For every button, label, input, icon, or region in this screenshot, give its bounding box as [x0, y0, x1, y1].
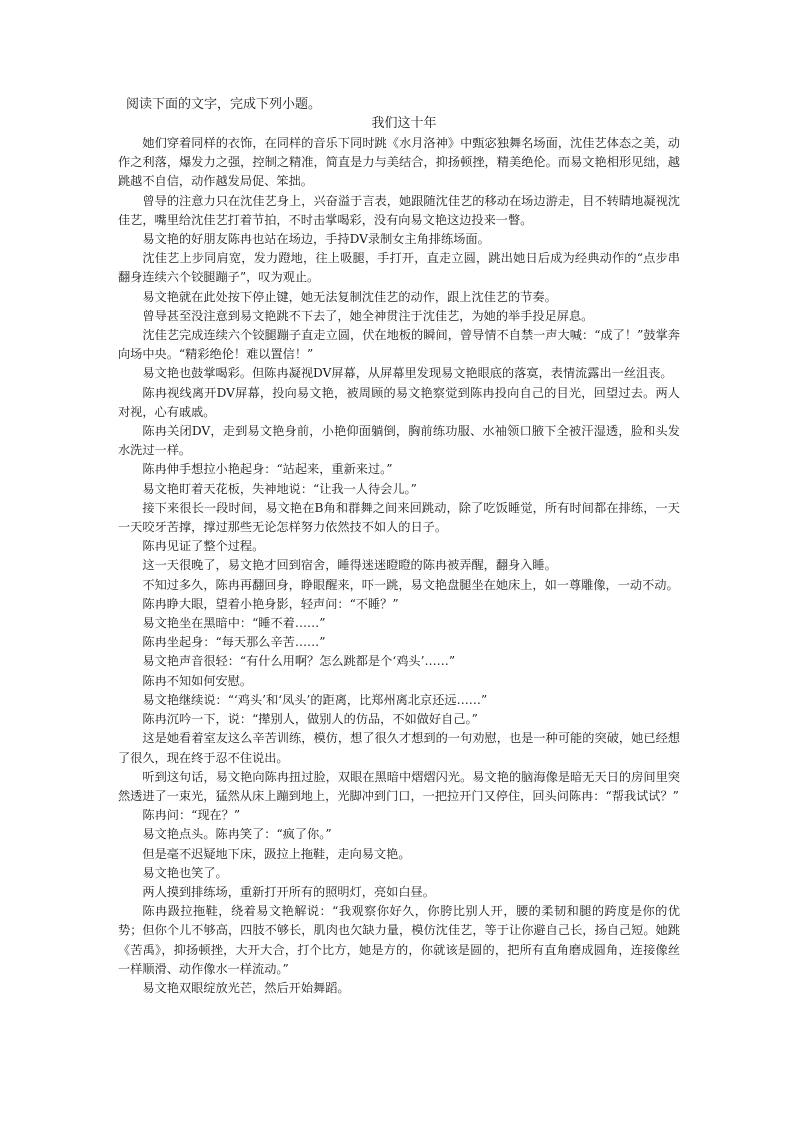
paragraph: 易文艳声音很轻：“有什么用啊？怎么跳都是个‘鸡头’……” — [142, 654, 456, 669]
paragraph: 陈冉沉吟一下，说：“撵别人，做别人的仿品，不如做好自己。” — [142, 712, 478, 727]
paragraph: 不知过多久，陈冉再翻回身，睁眼醒来，吓一跳，易文艳盘腿坐在她床上，如一尊雕像，一动不动。 — [142, 577, 679, 592]
question-instruction: 阅读下面的文字，完成下列小题。 — [126, 97, 322, 112]
paragraph: 两人摸到排练场，重新打开所有的照明灯，亮如白昼。 — [142, 884, 435, 899]
article-title: 我们这十年 — [371, 116, 437, 131]
paragraph: 沈佳艺完成连续六个铰腿蹦子直走立圆，伏在地板的瞬间，曾导情不自禁一声大喊：“成了！”鼓掌奔向场中央。“精彩绝伦！难以置信！” — [118, 328, 680, 362]
paragraph: 易文艳也笑了。 — [142, 865, 228, 880]
document-page — [118, 95, 680, 998]
paragraph: 陈冉不知如何安慰。 — [142, 673, 253, 688]
paragraph: 但是毫不迟疑地下床，趿拉上拖鞋，走向易文艳。 — [142, 846, 411, 861]
paragraph: 听到这句话，易文艳向陈冉扭过脸，双眼在黑暗中熠熠闪光。易文艳的脑海像是暗无天日的房间里突然透进了一束光，猛然从床上蹦到地上，光脚冲到门口，一把拉开门又停住，回头问陈冉：“帮我试试？” — [118, 769, 680, 803]
paragraph: 易文艳继续说：“‘鸡头’和‘凤头’的距离，比郑州离北京还远……” — [142, 692, 488, 707]
paragraph: 易文艳的好朋友陈冉也站在场边，手持DV录制女主角排练场面。 — [142, 232, 490, 247]
paragraph: 易文艳双眼绽放光芒，然后开始舞蹈。 — [142, 980, 350, 995]
paragraph: 曾导的注意力只在沈佳艺身上，兴奋溢于言表，她跟随沈佳艺的移动在场边游走，目不转睛地凝视沈佳艺，嘴里给沈佳艺打着节拍，不时击掌喝彩，没有向易文艳这边投来一瞥。 — [118, 193, 680, 227]
paragraph: 陈冉坐起身：“每天那么辛苦……” — [142, 635, 326, 650]
paragraph: 陈冉睁大眼，望着小艳身影，轻声问：“不睡？” — [142, 596, 399, 611]
paragraph: 陈冉趿拉拖鞋，绕着易文艳解说：“我观察你好久，你胯比别人开，腰的柔韧和腿的跨度是你的优势；但你个儿不够高，四肢不够长，肌肉也欠缺力量，模仿沈佳艺，等于让你避自己长，扬自己短。她跳《苦禹》，抑扬顿挫，大开大合，打个比方，她是方的，你就该是圆的，把所有直角磨成圆角，连接像丝一样顺滑、动作像水一样流动。” — [118, 904, 680, 976]
paragraph: 这是她看着室友这么辛苦训练，模仿，想了很久才想到的一句劝慰，也是一种可能的突破，她已经想了很久，现在终于忍不住说出。 — [118, 731, 680, 765]
paragraph: 曾导甚至没注意到易文艳跳不下去了，她全神贯注于沈佳艺，为她的举手投足屏息。 — [142, 308, 594, 323]
paragraph: 易文艳也鼓掌喝彩。但陈冉凝视DV屏幕，从屏幕里发现易文艳眼底的落寞，表情流露出一丝沮丧。 — [142, 366, 673, 381]
paragraph: 接下来很长一段时间，易文艳在B角和群舞之间来回跳动，除了吃饭睡觉，所有时间都在排练，一天一天咬牙苦撑，撑过那些无论怎样努力依然技不如人的日子。 — [118, 500, 680, 535]
paragraph: 陈冉视线离开DV屏幕，投向易文艳，被周顾的易文艳察觉到陈冉投向自己的目光，回望过去。两人对视，心有戚戚。 — [118, 385, 680, 419]
paragraph: 陈冉伸手想拉小艳起身：“站起来，重新来过。” — [142, 462, 393, 477]
paragraph: 陈冉见证了整个过程。 — [142, 539, 265, 554]
paragraph: 易文艳坐在黑暗中：“睡不着……” — [142, 616, 326, 631]
paragraph: 易文艳就在此处按下停止键，她无法复制沈佳艺的动作，跟上沈佳艺的节奏。 — [142, 289, 557, 304]
paragraph: 易文艳盯着天花板，失神地说：“让我一人待会儿。” — [142, 481, 417, 496]
paragraph: 陈冉关闭DV，走到易文艳身前，小艳仰面躺倒，胸前练功服、水袖领口腋下全被汗湿透，脸和头发水洗过一样。 — [118, 424, 680, 458]
paragraph: 陈冉问：“现在？” — [142, 808, 241, 823]
article-body — [118, 134, 680, 998]
paragraph: 易文艳点头。陈冉笑了：“疯了你。” — [142, 827, 332, 842]
paragraph: 沈佳艺上步同肩宽，发力蹬地，往上吸腿，手打开，直走立圆，跳出她日后成为经典动作的“点步串翻身连续六个铰腿蹦子”，叹为观止。 — [118, 251, 680, 285]
paragraph: 这一天很晚了，易文艳才回到宿舍，睡得迷迷瞪瞪的陈冉被弄醒，翻身入睡。 — [142, 558, 557, 573]
paragraph: 她们穿着同样的衣饰，在同样的音乐下同时跳《水月洛神》中甄宓独舞名场面，沈佳艺体态之美，动作之利落，爆发力之强，控制之精准，简直是力与美结合，抑扬顿挫，精美绝伦。而易文艳相形见绌，越跳越不自信，动作越发局促、笨拙。 — [118, 136, 680, 189]
